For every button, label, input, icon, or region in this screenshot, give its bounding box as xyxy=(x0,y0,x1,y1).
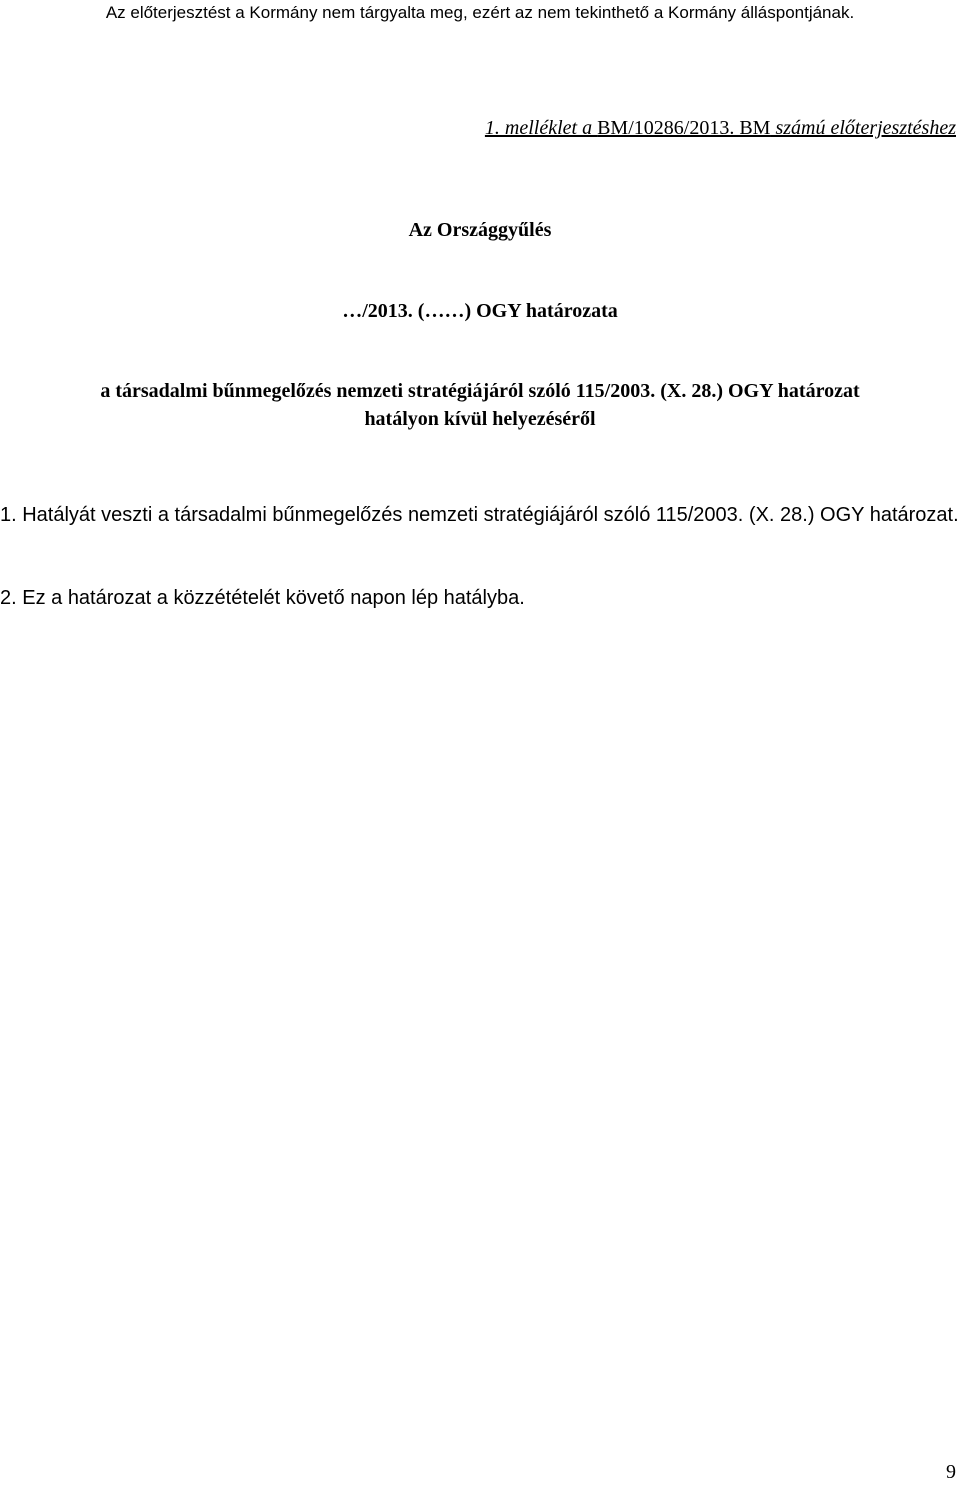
resolution-subject-line-1: a társadalmi bűnmegelőzés nemzeti stratégiájáról szóló 115/2003. (X. 28.) OGY határozat xyxy=(100,380,860,402)
annex-reference xyxy=(485,116,956,140)
annex-suffix: számú előterjesztéshez xyxy=(770,117,956,139)
resolution-subject-line-2: hatályon kívül helyezéséről xyxy=(364,408,596,430)
annex-prefix: 1. melléklet a xyxy=(484,117,598,139)
paragraph-1: 1. Hatályát veszti a társadalmi bűnmegelőzés nemzeti stratégiájáról szóló 115/2003. (X. 28.) OGY határozat. xyxy=(0,504,959,526)
resolution-subject xyxy=(0,377,960,433)
annex-document-number: BM/10286/2013. BM xyxy=(597,117,771,139)
page-number: 9 xyxy=(946,1461,956,1483)
resolution-number: …/2013. (……) OGY határozata xyxy=(342,300,618,322)
issuer-title: Az Országgyűlés xyxy=(408,219,552,241)
government-disclaimer-notice: Az előterjesztést a Kormány nem tárgyalta meg, ezért az nem tekinthető a Kormány álláspontjának. xyxy=(105,3,855,22)
paragraph-2: 2. Ez a határozat a közzétételét követő napon lép hatályba. xyxy=(0,587,525,609)
